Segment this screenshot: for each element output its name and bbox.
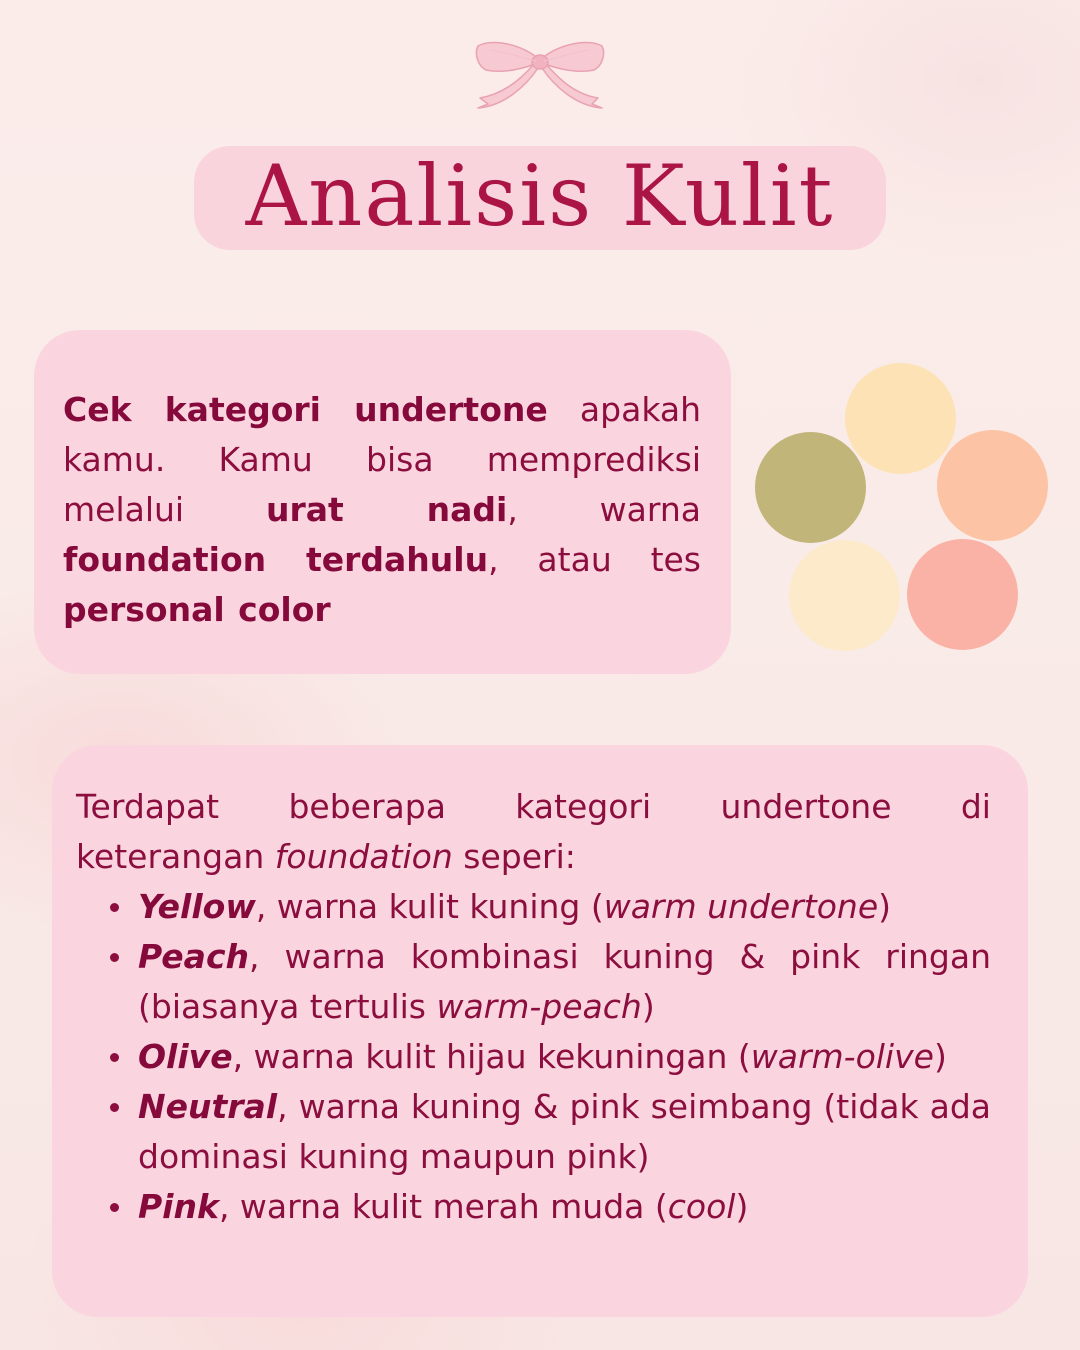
swatch-salmon-pink — [907, 539, 1018, 650]
bullet-icon — [110, 1053, 119, 1062]
undertone-card — [52, 745, 1028, 1317]
item-name: Yellow — [138, 887, 256, 926]
undertone-intro-line1 — [76, 782, 991, 832]
intro-word: di — [960, 787, 991, 826]
intro-bold-foundation: foundation terdahulu — [63, 540, 489, 579]
bullet-icon — [110, 903, 119, 912]
item-desc: , warna kuning & pink seimbang (tidak ada dominasi kuning maupun pink) — [138, 1087, 991, 1176]
item-desc-italic: cool — [667, 1187, 736, 1226]
list-item-olive — [76, 1032, 991, 1082]
intro-card — [34, 330, 731, 674]
swatch-cream — [789, 540, 900, 651]
list-item-neutral — [76, 1082, 991, 1182]
item-name: Peach — [138, 937, 250, 976]
item-name: Olive — [138, 1037, 233, 1076]
list-item-yellow — [76, 882, 991, 932]
intro-bold-urat-nadi: urat nadi — [265, 490, 508, 529]
undertone-intro — [76, 782, 991, 882]
item-name: Neutral — [138, 1087, 278, 1126]
item-desc-end: ) — [933, 1037, 947, 1076]
list-item-peach — [76, 932, 991, 1032]
item-desc: , warna kulit merah muda ( — [218, 1187, 668, 1226]
item-desc: , warna kulit hijau kekuningan ( — [232, 1037, 751, 1076]
intro-text-1: apakah kamu. Kamu bisa memprediksi melalui — [63, 390, 701, 529]
intro-paragraph — [63, 385, 701, 635]
intro-line2-text-end: seperi: — [452, 837, 576, 876]
bullet-icon — [110, 953, 119, 962]
swatch-olive — [755, 432, 866, 543]
swatch-peach — [937, 430, 1048, 541]
intro-text-3: , atau tes — [488, 540, 701, 579]
item-name: Pink — [138, 1187, 219, 1226]
item-desc: , warna kombinasi kuning & pink ringan (biasanya tertulis — [138, 937, 991, 1026]
item-desc-end: ) — [735, 1187, 749, 1226]
intro-word: Terdapat — [76, 787, 220, 826]
title-banner — [194, 146, 886, 250]
item-desc: , warna kulit kuning ( — [255, 887, 604, 926]
ribbon-bow-icon — [470, 34, 610, 112]
page-title: Analisis Kulit — [245, 147, 835, 245]
list-item-pink — [76, 1182, 991, 1232]
bullet-icon — [110, 1103, 119, 1112]
item-desc-italic: warm undertone — [603, 887, 879, 926]
intro-line2-text: keterangan — [76, 837, 275, 876]
color-swatch-cluster — [750, 356, 1060, 666]
swatch-light-yellow — [845, 363, 956, 474]
item-desc-italic: warm-peach — [436, 987, 642, 1026]
intro-word: undertone — [720, 787, 892, 826]
item-desc-end: ) — [878, 887, 892, 926]
intro-bold-personal-color: personal color — [63, 590, 331, 629]
item-desc-end: ) — [641, 987, 655, 1026]
intro-word: beberapa — [288, 787, 446, 826]
intro-bold-undertone: Cek kategori undertone — [63, 390, 548, 429]
intro-line2-italic: foundation — [274, 837, 453, 876]
undertone-list — [76, 882, 991, 1232]
item-desc-italic: warm-olive — [750, 1037, 934, 1076]
bullet-icon — [110, 1203, 119, 1212]
intro-word: kategori — [515, 787, 652, 826]
undertone-intro-line2 — [76, 832, 991, 882]
intro-text-2: , warna — [507, 490, 701, 529]
